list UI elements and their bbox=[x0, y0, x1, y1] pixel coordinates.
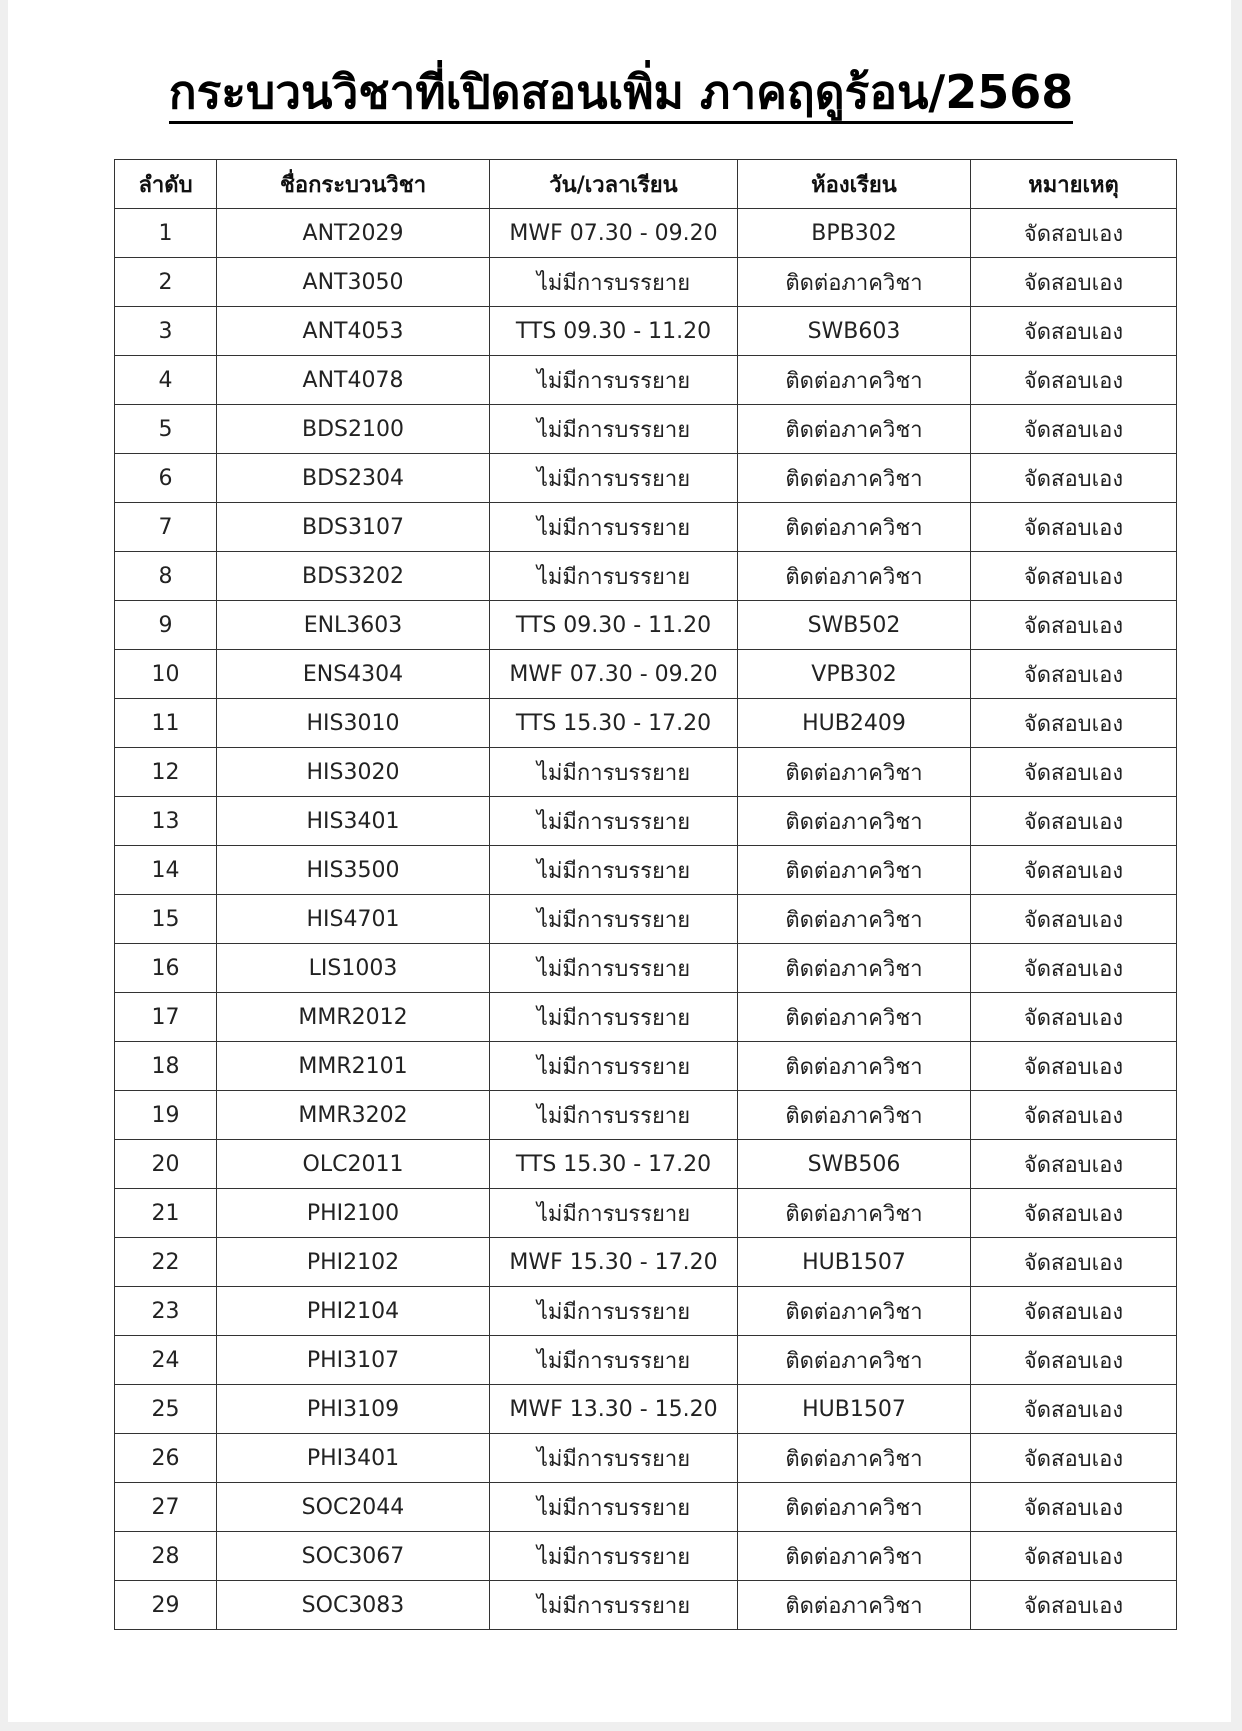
cell-remark: จัดสอบเอง bbox=[971, 209, 1177, 258]
cell-remark: จัดสอบเอง bbox=[971, 601, 1177, 650]
cell-remark: จัดสอบเอง bbox=[971, 454, 1177, 503]
table-row bbox=[115, 699, 1177, 748]
cell-remark: จัดสอบเอง bbox=[971, 1385, 1177, 1434]
cell-course-code: OLC2011 bbox=[217, 1140, 490, 1189]
cell-remark: จัดสอบเอง bbox=[971, 1532, 1177, 1581]
table-row bbox=[115, 601, 1177, 650]
table-row bbox=[115, 944, 1177, 993]
cell-remark: จัดสอบเอง bbox=[971, 405, 1177, 454]
cell-course-code: HIS3010 bbox=[217, 699, 490, 748]
table-row bbox=[115, 405, 1177, 454]
cell-course-code: PHI2102 bbox=[217, 1238, 490, 1287]
cell-classroom: ติดต่อภาควิชา bbox=[738, 1189, 971, 1238]
cell-number: 17 bbox=[115, 993, 217, 1042]
cell-day-time: ไม่มีการบรรยาย bbox=[490, 1287, 738, 1336]
cell-remark: จัดสอบเอง bbox=[971, 1434, 1177, 1483]
cell-course-code: ENS4304 bbox=[217, 650, 490, 699]
cell-number: 23 bbox=[115, 1287, 217, 1336]
cell-day-time: ไม่มีการบรรยาย bbox=[490, 846, 738, 895]
cell-course-code: ENL3603 bbox=[217, 601, 490, 650]
cell-course-code: ANT2029 bbox=[217, 209, 490, 258]
table-row bbox=[115, 748, 1177, 797]
cell-day-time: ไม่มีการบรรยาย bbox=[490, 1042, 738, 1091]
cell-course-code: PHI2104 bbox=[217, 1287, 490, 1336]
cell-day-time: ไม่มีการบรรยาย bbox=[490, 1091, 738, 1140]
table-row bbox=[115, 1238, 1177, 1287]
cell-number: 7 bbox=[115, 503, 217, 552]
cell-remark: จัดสอบเอง bbox=[971, 1140, 1177, 1189]
cell-day-time: ไม่มีการบรรยาย bbox=[490, 405, 738, 454]
cell-day-time: ไม่มีการบรรยาย bbox=[490, 503, 738, 552]
page-title bbox=[0, 62, 1242, 122]
cell-number: 14 bbox=[115, 846, 217, 895]
cell-course-code: BDS2304 bbox=[217, 454, 490, 503]
cell-classroom: ติดต่อภาควิชา bbox=[738, 1042, 971, 1091]
table-row bbox=[115, 846, 1177, 895]
cell-remark: จัดสอบเอง bbox=[971, 1238, 1177, 1287]
cell-course-code: ANT4053 bbox=[217, 307, 490, 356]
cell-classroom: ติดต่อภาควิชา bbox=[738, 1483, 971, 1532]
cell-classroom: HUB1507 bbox=[738, 1238, 971, 1287]
cell-number: 18 bbox=[115, 1042, 217, 1091]
cell-day-time: TTS 09.30 - 11.20 bbox=[490, 307, 738, 356]
cell-number: 27 bbox=[115, 1483, 217, 1532]
cell-remark: จัดสอบเอง bbox=[971, 356, 1177, 405]
cell-number: 29 bbox=[115, 1581, 217, 1630]
table-row bbox=[115, 1140, 1177, 1189]
cell-course-code: HIS3401 bbox=[217, 797, 490, 846]
table-row bbox=[115, 1434, 1177, 1483]
cell-day-time: TTS 09.30 - 11.20 bbox=[490, 601, 738, 650]
cell-classroom: ติดต่อภาควิชา bbox=[738, 258, 971, 307]
cell-classroom: ติดต่อภาควิชา bbox=[738, 1336, 971, 1385]
cell-remark: จัดสอบเอง bbox=[971, 1189, 1177, 1238]
cell-remark: จัดสอบเอง bbox=[971, 699, 1177, 748]
cell-number: 20 bbox=[115, 1140, 217, 1189]
cell-classroom: ติดต่อภาควิชา bbox=[738, 895, 971, 944]
cell-remark: จัดสอบเอง bbox=[971, 650, 1177, 699]
cell-number: 13 bbox=[115, 797, 217, 846]
cell-remark: จัดสอบเอง bbox=[971, 993, 1177, 1042]
table-row bbox=[115, 209, 1177, 258]
cell-remark: จัดสอบเอง bbox=[971, 552, 1177, 601]
cell-day-time: MWF 07.30 - 09.20 bbox=[490, 650, 738, 699]
table-row bbox=[115, 307, 1177, 356]
cell-remark: จัดสอบเอง bbox=[971, 1336, 1177, 1385]
cell-day-time: ไม่มีการบรรยาย bbox=[490, 1532, 738, 1581]
cell-remark: จัดสอบเอง bbox=[971, 503, 1177, 552]
table-row bbox=[115, 650, 1177, 699]
header-number: ลำดับ bbox=[115, 160, 217, 209]
cell-number: 8 bbox=[115, 552, 217, 601]
header-day-time: วัน/เวลาเรียน bbox=[490, 160, 738, 209]
cell-number: 26 bbox=[115, 1434, 217, 1483]
table-row bbox=[115, 993, 1177, 1042]
cell-classroom: ติดต่อภาควิชา bbox=[738, 993, 971, 1042]
table-row bbox=[115, 1581, 1177, 1630]
cell-classroom: SWB506 bbox=[738, 1140, 971, 1189]
cell-course-code: MMR2012 bbox=[217, 993, 490, 1042]
cell-classroom: ติดต่อภาควิชา bbox=[738, 454, 971, 503]
cell-remark: จัดสอบเอง bbox=[971, 944, 1177, 993]
table-row bbox=[115, 454, 1177, 503]
cell-day-time: ไม่มีการบรรยาย bbox=[490, 895, 738, 944]
cell-classroom: ติดต่อภาควิชา bbox=[738, 356, 971, 405]
header-remark: หมายเหตุ bbox=[971, 160, 1177, 209]
table-row bbox=[115, 1189, 1177, 1238]
cell-number: 11 bbox=[115, 699, 217, 748]
header-classroom: ห้องเรียน bbox=[738, 160, 971, 209]
cell-number: 25 bbox=[115, 1385, 217, 1434]
table-body bbox=[115, 209, 1177, 1630]
cell-course-code: SOC3083 bbox=[217, 1581, 490, 1630]
cell-course-code: MMR3202 bbox=[217, 1091, 490, 1140]
table-row bbox=[115, 258, 1177, 307]
cell-number: 15 bbox=[115, 895, 217, 944]
cell-number: 4 bbox=[115, 356, 217, 405]
table-row bbox=[115, 1532, 1177, 1581]
cell-day-time: ไม่มีการบรรยาย bbox=[490, 1336, 738, 1385]
cell-course-code: HIS3500 bbox=[217, 846, 490, 895]
cell-course-code: MMR2101 bbox=[217, 1042, 490, 1091]
cell-classroom: ติดต่อภาควิชา bbox=[738, 1287, 971, 1336]
page-title-text: กระบวนวิชาที่เปิดสอนเพิ่ม ภาคฤดูร้อน/2568 bbox=[169, 65, 1074, 124]
cell-course-code: BDS3107 bbox=[217, 503, 490, 552]
cell-number: 9 bbox=[115, 601, 217, 650]
cell-number: 24 bbox=[115, 1336, 217, 1385]
cell-remark: จัดสอบเอง bbox=[971, 1287, 1177, 1336]
cell-course-code: BDS3202 bbox=[217, 552, 490, 601]
cell-classroom: ติดต่อภาควิชา bbox=[738, 552, 971, 601]
cell-remark: จัดสอบเอง bbox=[971, 895, 1177, 944]
cell-classroom: ติดต่อภาควิชา bbox=[738, 1532, 971, 1581]
cell-course-code: LIS1003 bbox=[217, 944, 490, 993]
cell-day-time: ไม่มีการบรรยาย bbox=[490, 1434, 738, 1483]
table-row bbox=[115, 1091, 1177, 1140]
cell-remark: จัดสอบเอง bbox=[971, 1042, 1177, 1091]
cell-number: 28 bbox=[115, 1532, 217, 1581]
cell-day-time: TTS 15.30 - 17.20 bbox=[490, 699, 738, 748]
cell-classroom: HUB2409 bbox=[738, 699, 971, 748]
cell-day-time: ไม่มีการบรรยาย bbox=[490, 552, 738, 601]
cell-number: 10 bbox=[115, 650, 217, 699]
cell-day-time: ไม่มีการบรรยาย bbox=[490, 797, 738, 846]
table-row bbox=[115, 552, 1177, 601]
course-schedule-table bbox=[114, 159, 1177, 1630]
cell-course-code: HIS3020 bbox=[217, 748, 490, 797]
cell-number: 19 bbox=[115, 1091, 217, 1140]
table-row bbox=[115, 1483, 1177, 1532]
cell-classroom: ติดต่อภาควิชา bbox=[738, 1581, 971, 1630]
table-row bbox=[115, 1385, 1177, 1434]
table-row bbox=[115, 356, 1177, 405]
cell-classroom: ติดต่อภาควิชา bbox=[738, 1434, 971, 1483]
cell-classroom: ติดต่อภาควิชา bbox=[738, 944, 971, 993]
cell-course-code: PHI2100 bbox=[217, 1189, 490, 1238]
cell-classroom: SWB502 bbox=[738, 601, 971, 650]
cell-remark: จัดสอบเอง bbox=[971, 307, 1177, 356]
cell-day-time: ไม่มีการบรรยาย bbox=[490, 1483, 738, 1532]
cell-classroom: ติดต่อภาควิชา bbox=[738, 846, 971, 895]
cell-number: 12 bbox=[115, 748, 217, 797]
cell-remark: จัดสอบเอง bbox=[971, 748, 1177, 797]
cell-classroom: HUB1507 bbox=[738, 1385, 971, 1434]
table-row bbox=[115, 1336, 1177, 1385]
cell-day-time: ไม่มีการบรรยาย bbox=[490, 993, 738, 1042]
cell-number: 5 bbox=[115, 405, 217, 454]
cell-number: 2 bbox=[115, 258, 217, 307]
cell-number: 6 bbox=[115, 454, 217, 503]
cell-remark: จัดสอบเอง bbox=[971, 1581, 1177, 1630]
cell-remark: จัดสอบเอง bbox=[971, 1091, 1177, 1140]
cell-day-time: ไม่มีการบรรยาย bbox=[490, 258, 738, 307]
table-row bbox=[115, 503, 1177, 552]
table-row bbox=[115, 797, 1177, 846]
table-row bbox=[115, 895, 1177, 944]
cell-day-time: ไม่มีการบรรยาย bbox=[490, 1581, 738, 1630]
table-row bbox=[115, 1287, 1177, 1336]
table-header-row bbox=[115, 160, 1177, 209]
header-course-name: ชื่อกระบวนวิชา bbox=[217, 160, 490, 209]
cell-classroom: ติดต่อภาควิชา bbox=[738, 405, 971, 454]
cell-number: 22 bbox=[115, 1238, 217, 1287]
cell-day-time: MWF 15.30 - 17.20 bbox=[490, 1238, 738, 1287]
cell-course-code: BDS2100 bbox=[217, 405, 490, 454]
cell-day-time: ไม่มีการบรรยาย bbox=[490, 356, 738, 405]
cell-day-time: ไม่มีการบรรยาย bbox=[490, 454, 738, 503]
cell-course-code: PHI3107 bbox=[217, 1336, 490, 1385]
cell-remark: จัดสอบเอง bbox=[971, 797, 1177, 846]
cell-remark: จัดสอบเอง bbox=[971, 846, 1177, 895]
cell-course-code: SOC2044 bbox=[217, 1483, 490, 1532]
cell-day-time: ไม่มีการบรรยาย bbox=[490, 748, 738, 797]
cell-classroom: ติดต่อภาควิชา bbox=[738, 748, 971, 797]
cell-course-code: ANT4078 bbox=[217, 356, 490, 405]
cell-day-time: MWF 13.30 - 15.20 bbox=[490, 1385, 738, 1434]
cell-classroom: ติดต่อภาควิชา bbox=[738, 1091, 971, 1140]
cell-number: 16 bbox=[115, 944, 217, 993]
cell-number: 3 bbox=[115, 307, 217, 356]
cell-classroom: VPB302 bbox=[738, 650, 971, 699]
cell-course-code: SOC3067 bbox=[217, 1532, 490, 1581]
cell-day-time: TTS 15.30 - 17.20 bbox=[490, 1140, 738, 1189]
cell-number: 1 bbox=[115, 209, 217, 258]
cell-course-code: PHI3401 bbox=[217, 1434, 490, 1483]
cell-course-code: PHI3109 bbox=[217, 1385, 490, 1434]
cell-day-time: ไม่มีการบรรยาย bbox=[490, 944, 738, 993]
cell-classroom: BPB302 bbox=[738, 209, 971, 258]
cell-remark: จัดสอบเอง bbox=[971, 258, 1177, 307]
cell-remark: จัดสอบเอง bbox=[971, 1483, 1177, 1532]
cell-day-time: ไม่มีการบรรยาย bbox=[490, 1189, 738, 1238]
cell-classroom: ติดต่อภาควิชา bbox=[738, 797, 971, 846]
cell-classroom: SWB603 bbox=[738, 307, 971, 356]
cell-classroom: ติดต่อภาควิชา bbox=[738, 503, 971, 552]
cell-course-code: ANT3050 bbox=[217, 258, 490, 307]
cell-course-code: HIS4701 bbox=[217, 895, 490, 944]
cell-day-time: MWF 07.30 - 09.20 bbox=[490, 209, 738, 258]
cell-number: 21 bbox=[115, 1189, 217, 1238]
table-row bbox=[115, 1042, 1177, 1091]
